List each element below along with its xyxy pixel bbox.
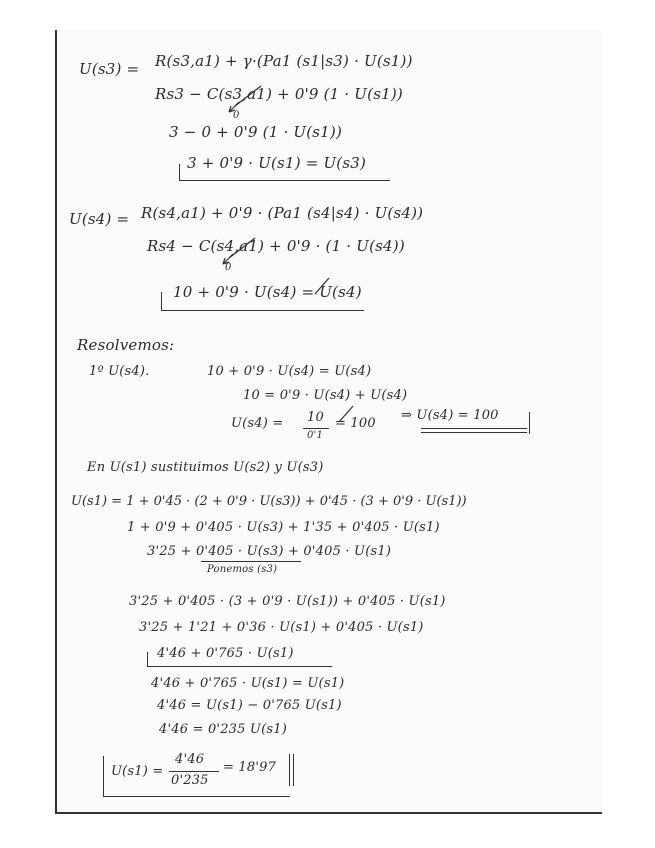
arrow-down-1 <box>229 102 239 112</box>
equation-line-5: R(s4,a1) + 0'9 · (Pa1 (s4|s4) · U(s4)) <box>141 204 424 222</box>
strike-s4 <box>229 238 255 258</box>
equation-line-4: 3 + 0'9 · U(s1) = U(s3) <box>187 154 367 172</box>
equation-line-19: 4'46 = U(s1) − 0'765 U(s1) <box>157 698 342 713</box>
handwritten-page <box>55 30 602 814</box>
equation-line-12: U(s1) = 1 + 0'45 · (2 + 0'9 · U(s3)) + 0'45 · (3 + 0'9 · U(s1)) <box>71 494 467 509</box>
equation-line-2: Rs3 − C(s3,a1) + 0'9 (1 · U(s1)) <box>155 85 403 103</box>
u-s4-label: U(s4) = <box>69 210 130 228</box>
equation-line-6: Rs4 − C(s4,a1) + 0'9 · (1 · U(s4)) <box>147 237 405 255</box>
fraction-denominator-0235: 0'235 <box>171 773 209 788</box>
strike-u <box>315 278 329 294</box>
equation-line-17: 4'46 + 0'765 · U(s1) <box>157 646 294 661</box>
fraction-denominator-01: 0'1 <box>307 430 324 441</box>
arrow-down-2 <box>223 254 233 264</box>
equation-line-8: 10 + 0'9 · U(s4) = U(s4) <box>207 364 372 379</box>
ponemos-note: Ponemos (s3) <box>207 564 278 575</box>
equation-line-14: 3'25 + 0'405 · U(s3) + 0'405 · U(s1) <box>147 544 392 559</box>
equation-line-1: R(s3,a1) + γ·(Pa1 (s1|s3) · U(s1)) <box>155 52 413 70</box>
fraction-numerator-10: 10 <box>307 410 324 425</box>
u-s1-final-result: = 18'97 <box>223 760 277 775</box>
u-s4-final-result: ⇒ U(s4) = 100 <box>401 408 499 423</box>
equation-line-10-lhs: U(s4) = <box>231 416 284 431</box>
u-s1-final-lhs: U(s1) = <box>111 764 164 779</box>
equation-line-20: 4'46 = 0'235 U(s1) <box>159 722 287 737</box>
equation-line-9: 10 = 0'9 · U(s4) + U(s4) <box>243 388 408 403</box>
pen-marks <box>57 30 602 812</box>
strike-s3 <box>235 86 261 106</box>
sustitucion-heading: En U(s1) sustituimos U(s2) y U(s3) <box>87 460 324 475</box>
cost-zero-note-2: 0 <box>225 262 232 273</box>
equation-line-3: 3 − 0 + 0'9 (1 · U(s1)) <box>169 123 343 141</box>
step-one-label: 1º U(s4). <box>89 364 150 379</box>
fraction-numerator-446: 4'46 <box>175 752 205 767</box>
equation-line-16: 3'25 + 1'21 + 0'36 · U(s1) + 0'405 · U(s1) <box>139 620 424 635</box>
equation-line-18: 4'46 + 0'765 · U(s1) = U(s1) <box>151 676 345 691</box>
cost-zero-note: 0 <box>233 110 240 121</box>
equation-line-10-result: = 100 <box>335 416 376 431</box>
equation-line-7: 10 + 0'9 · U(s4) = U(s4) <box>173 283 362 301</box>
resolvemos-heading: Resolvemos: <box>77 336 175 354</box>
strike-result <box>339 406 353 422</box>
u-s3-label: U(s3) = <box>79 60 140 78</box>
equation-line-15: 3'25 + 0'405 · (3 + 0'9 · U(s1)) + 0'405 · U(s1) <box>129 594 446 609</box>
equation-line-13: 1 + 0'9 + 0'405 · U(s3) + 1'35 + 0'405 · U(s1) <box>127 520 440 535</box>
